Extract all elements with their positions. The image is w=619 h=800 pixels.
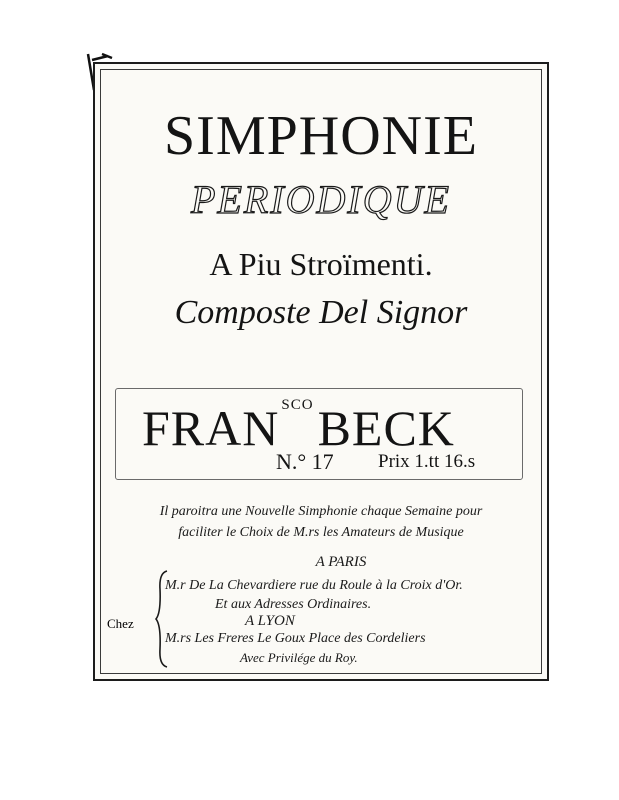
address-ordinaires: Et aux Adresses Ordinaires. xyxy=(215,597,372,612)
composer-last-name: BECK xyxy=(317,400,455,456)
title-instruments: A Piu Stroïmenti. xyxy=(209,246,433,282)
notice-line-1: Il paroitra une Nouvelle Simphonie chaque Semaine pour xyxy=(159,504,483,519)
city-lyon: A LYON xyxy=(245,613,295,629)
composer-first-name: FRAN xyxy=(142,400,280,456)
address-lyon: M.rs Les Freres Le Goux Place des Cordeliers xyxy=(165,631,426,646)
title-page xyxy=(93,62,549,681)
chez-label: Chez xyxy=(107,616,134,631)
title-simphonie: SIMPHONIE xyxy=(164,105,478,167)
royal-privilege: Avec Privilége du Roy. xyxy=(240,650,358,665)
title-periodique: PERIODIQUE xyxy=(191,177,451,222)
notice-line-2: faciliter le Choix de M.rs les Amateurs de Musique xyxy=(178,525,464,540)
price-label: Prix 1.tt 16.s xyxy=(378,451,476,472)
composer-abbrev: SCO xyxy=(281,397,314,413)
composer-cartouche xyxy=(115,388,523,480)
city-paris: A PARIS xyxy=(315,554,367,570)
title-composte: Composte Del Signor xyxy=(174,294,468,331)
address-paris: M.r De La Chevardiere rue du Roule à la Croix d'Or. xyxy=(165,578,463,593)
catalog-number: N.° 17 xyxy=(276,449,334,474)
